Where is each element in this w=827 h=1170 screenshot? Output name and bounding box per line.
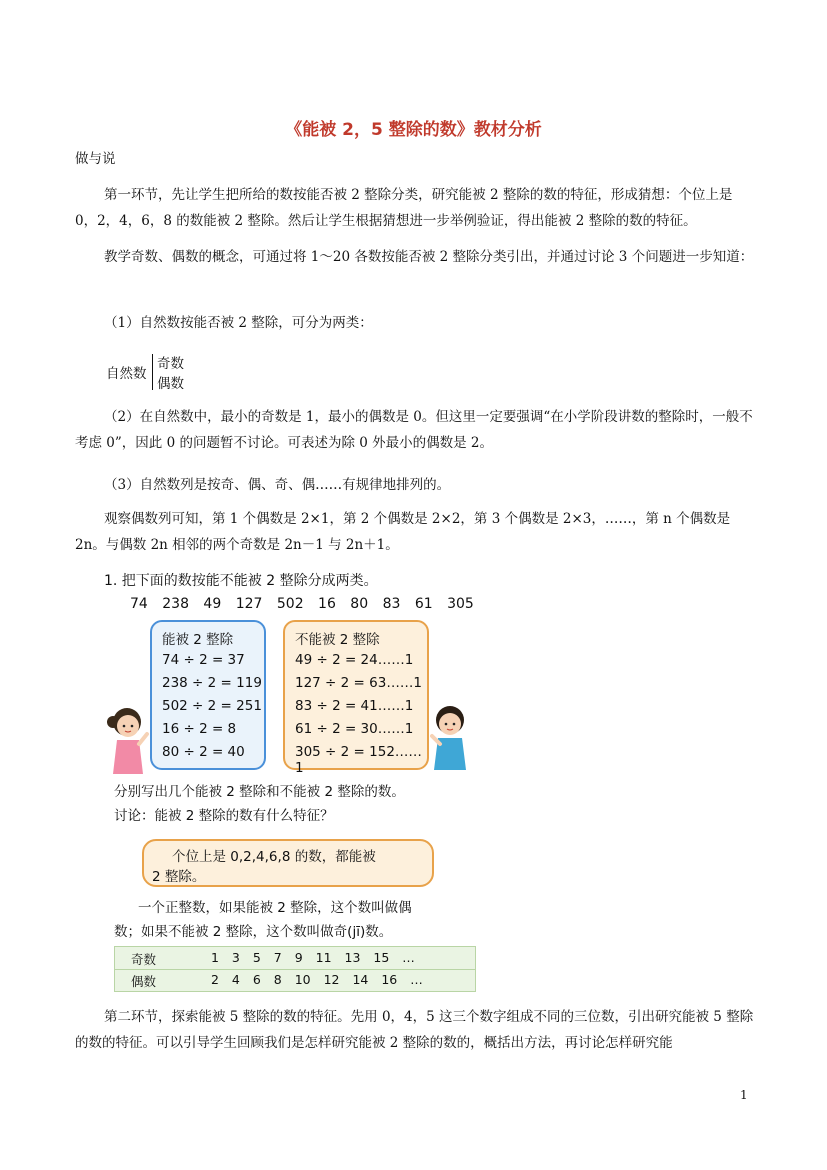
table-row xyxy=(115,969,475,991)
figure-question: 1. 把下面的数按能不能被 2 整除分成两类。 xyxy=(104,573,378,589)
table-row xyxy=(115,947,475,970)
divisible-row: 238 ÷ 2 = 119 xyxy=(162,675,262,691)
odd-even-table xyxy=(114,946,476,992)
textbook-figure xyxy=(100,566,476,996)
paragraph-1: 第一环节，先让学生把所给的数按能否被 2 整除分类，研究能被 2 整除的数的特征，形成猜想：个位上是 0，2，4，6，8 的数能被 2 整除。然后让学生根据猜想进一步举例验证，得出能被 2 整除的数的特征。 xyxy=(75,187,733,229)
not-divisible-row: 127 ÷ 2 = 63……1 xyxy=(295,675,422,691)
paragraph-4: 第二环节，探索能被 5 整除的数的特征。先用 0，4，5 这三个数字组成不同的三位数，引出研究能被 5 整除的数的特征。可以引导学生回顾我们是怎样研究能被 2 整除的数的，概括出方法，再讨论怎样研究能 xyxy=(75,1009,754,1051)
note-line-2: 2 整除。 xyxy=(152,869,206,885)
odd-values: 1 3 5 7 9 11 13 15 … xyxy=(211,950,415,965)
not-divisible-row: 305 ÷ 2 = 152……1 xyxy=(295,744,422,776)
even-label: 偶数 xyxy=(131,974,157,989)
divisible-row: 80 ÷ 2 = 40 xyxy=(162,744,245,760)
not-divisible-header: 不能被 2 整除 xyxy=(295,632,380,648)
divisible-row: 74 ÷ 2 = 37 xyxy=(162,652,245,668)
divisible-header: 能被 2 整除 xyxy=(162,632,234,648)
figure-task: 分别写出几个能被 2 整除和不能被 2 整除的数。 xyxy=(114,784,405,800)
document-title: 《能被 2，5 整除的数》教材分析 xyxy=(285,120,542,140)
classify-odd: 奇数 xyxy=(157,356,184,372)
paragraph-3: 观察偶数列可知，第 1 个偶数是 2×1，第 2 个偶数是 2×2，第 3 个偶数是 2×3，……，第 n 个偶数是 2n。与偶数 2n 相邻的两个奇数是 2n－1 与 2n＋1。 xyxy=(75,511,731,553)
figure-numbers: 74 238 49 127 502 16 80 83 61 305 xyxy=(130,596,474,612)
not-divisible-row: 49 ÷ 2 = 24……1 xyxy=(295,652,414,668)
feature-note xyxy=(142,839,434,887)
item-2: （2）在自然数中，最小的奇数是 1，最小的偶数是 0。但这里一定要强调“在小学阶段讲数的整除时，一般不考虑 0”，因此 0 的问题暂不讨论。可表述为除 0 外最小的偶数是 2。 xyxy=(75,409,753,451)
not-divisible-box xyxy=(283,620,429,776)
not-divisible-row: 83 ÷ 2 = 41……1 xyxy=(295,698,414,714)
girl-illustration-icon xyxy=(105,698,149,776)
classify-even: 偶数 xyxy=(157,376,184,392)
item-3: （3）自然数列是按奇、偶、奇、偶……有规律地排列的。 xyxy=(104,477,451,493)
section-heading: 做与说 xyxy=(75,151,116,167)
divisible-box xyxy=(150,620,266,770)
item-1: （1）自然数按能否被 2 整除，可分为两类： xyxy=(104,315,373,331)
definition-line-2: 数；如果不能被 2 整除，这个数叫做奇(jī)数。 xyxy=(114,924,393,940)
boy-illustration-icon xyxy=(430,698,472,770)
even-values: 2 4 6 8 10 12 14 16 … xyxy=(211,972,423,987)
odd-label: 奇数 xyxy=(131,952,157,967)
note-line-1: 个位上是 0,2,4,6,8 的数，都能被 xyxy=(172,849,376,865)
paragraph-2: 教学奇数、偶数的概念，可通过将 1～20 各数按能否被 2 整除分类引出，并通过讨论 3 个问题进一步知道： xyxy=(104,249,754,265)
definition-line-1: 一个正整数，如果能被 2 整除，这个数叫做偶 xyxy=(138,900,412,916)
divisible-row: 16 ÷ 2 = 8 xyxy=(162,721,237,737)
not-divisible-row: 61 ÷ 2 = 30……1 xyxy=(295,721,414,737)
page-number: 1 xyxy=(740,1088,748,1102)
divisible-row: 502 ÷ 2 = 251 xyxy=(162,698,262,714)
figure-discuss: 讨论：能被 2 整除的数有什么特征？ xyxy=(114,808,334,824)
classify-root: 自然数 xyxy=(106,366,147,382)
